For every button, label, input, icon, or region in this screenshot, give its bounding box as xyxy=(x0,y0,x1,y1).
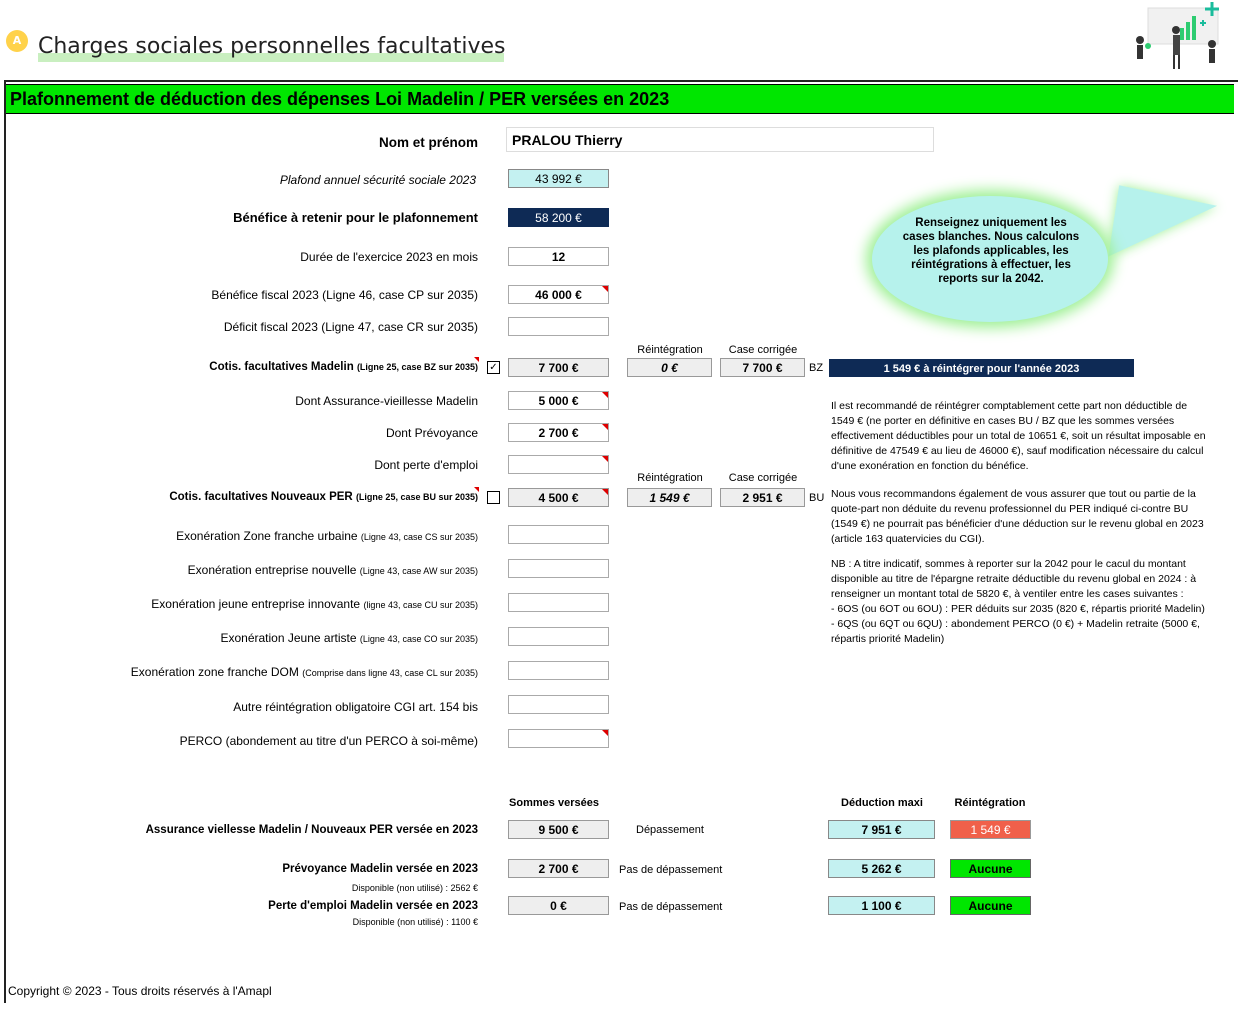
summary-perte-emploi-status: Pas de dépassement xyxy=(619,901,723,913)
summary-prevoyance-value: 2 700 € xyxy=(508,859,609,878)
per-input[interactable]: 4 500 € xyxy=(508,488,609,507)
summary-prevoyance-deduction: 5 262 € xyxy=(828,859,935,878)
amapl-logo: A xyxy=(6,30,28,52)
exo-zfu-input[interactable] xyxy=(508,525,609,544)
summary-perte-emploi-deduction: 1 100 € xyxy=(828,896,935,915)
deficit-fiscal-label: Déficit fiscal 2023 (Ligne 47, case CR sur 2035) xyxy=(223,320,478,334)
copyright: Copyright © 2023 - Tous droits réservés à l'Amapl xyxy=(8,984,272,998)
summary-perte-emploi-reintegration: Aucune xyxy=(950,896,1031,915)
madelin-reintegration: 0 € xyxy=(627,358,712,377)
col-deduction-maxi: Déduction maxi xyxy=(841,797,923,809)
exo-jeune-artiste-label: Exonération Jeune artiste (Ligne 43, case CO sur 2035) xyxy=(220,631,478,645)
col-reintegration: Réintégration xyxy=(954,797,1026,809)
note-2042: NB : A titre indicatif, sommes à reporter sur la 2042 pour le cacul du montant disponible au titre de l'épargne retraite déductible du revenu global en 2024 : à renseigner un montant total de 5820 €, à ventiler entre les cases suivantes : - 6OS (ou 6OT ou 6OU) : PER déduits sur 2035 (820 €, répartis priorité Madelin) - 6QS (ou 6QT ou 6QU) : abondement PERCO (0 €) + Madelin retraite (5000 €, répartis priorité Madelin) xyxy=(831,558,1205,645)
team-illustration-icon xyxy=(1128,0,1228,72)
summary-av-deduction: 7 951 € xyxy=(828,820,935,839)
av-madelin-input[interactable]: 5 000 € xyxy=(508,391,609,410)
reintegration-alert: 1 549 € à réintégrer pour l'année 2023 xyxy=(829,359,1134,377)
av-madelin-label: Dont Assurance-vieillesse Madelin xyxy=(295,394,478,408)
exo-zfu-label: Exonération Zone franche urbaine (Ligne 43, case CS sur 2035) xyxy=(176,529,478,543)
duree-input[interactable]: 12 xyxy=(508,247,609,266)
case-corrigee-caption: Case corrigée xyxy=(728,344,798,356)
autre-reintegration-label: Autre réintégration obligatoire CGI art. 154 bis xyxy=(233,700,478,714)
section-banner xyxy=(6,84,1234,114)
exo-entreprise-nouvelle-label: Exonération entreprise nouvelle (Ligne 43, case AW sur 2035) xyxy=(187,563,478,577)
reintegration-caption: Réintégration xyxy=(637,344,703,356)
summary-perte-emploi-dispo: Disponible (non utilisé) : 1100 € xyxy=(352,917,478,927)
perco-input[interactable] xyxy=(508,729,609,748)
perte-emploi-label: Dont perte d'emploi xyxy=(374,458,478,472)
madelin-input[interactable]: 7 700 € xyxy=(508,358,609,377)
summary-av-reintegration: 1 549 € xyxy=(950,820,1031,839)
note-reintegration: Il est recommandé de réintégrer comptablement cette part non déductible de 1549 € (ne porter en définitive en cases BU / BZ que les sommes versées effectivement déductibles pour un total de 10651 €, soit un résultat imposable en définitive de 47549 € au lieu de 46000 €), sauf modification nécessaire du calcul d'une exonération en fonction du bénéfice. xyxy=(831,400,1206,472)
summary-av-status: Dépassement xyxy=(636,824,704,836)
reintegration-caption-per: Réintégration xyxy=(637,472,703,484)
pass-value: 43 992 € xyxy=(508,169,609,188)
autre-reintegration-input[interactable] xyxy=(508,695,609,714)
exo-jei-input[interactable] xyxy=(508,593,609,612)
benefice-fiscal-input[interactable]: 46 000 € xyxy=(508,285,609,304)
name-input[interactable]: PRALOU Thierry xyxy=(506,127,934,152)
madelin-code: BZ xyxy=(809,362,824,374)
madelin-label: Cotis. facultatives Madelin (Ligne 25, case BZ sur 2035) xyxy=(209,361,478,373)
summary-prevoyance-dispo: Disponible (non utilisé) : 2562 € xyxy=(351,883,478,893)
exo-entreprise-nouvelle-input[interactable] xyxy=(508,559,609,578)
summary-perte-emploi-label: Perte d'emploi Madelin versée en 2023 xyxy=(268,900,478,912)
per-checkbox[interactable] xyxy=(487,491,500,504)
info-bubble-text: Renseignez uniquement les cases blanches. Nous calculons les plafonds applicables, les réintégrations à effectuer, les reports sur la 2042. xyxy=(902,217,1080,285)
summary-perte-emploi-value: 0 € xyxy=(508,896,609,915)
pass-label: Plafond annuel sécurité sociale 2023 xyxy=(279,173,476,187)
note-per-deduction: Nous vous recommandons également de vous assurer que tout ou partie de la quote-part non déduite du revenu professionnel du PER indiqué ci-contre BU (1549 €) ne pourrait pas bénéficier d'une déduction sur le revenu global en 2023 (article 163 quatervicies du CGI). xyxy=(831,488,1204,545)
prevoyance-input[interactable]: 2 700 € xyxy=(508,423,609,442)
summary-av-value: 9 500 € xyxy=(508,820,609,839)
duree-label: Durée de l'exercice 2023 en mois xyxy=(300,250,478,264)
comment-marker xyxy=(474,487,479,492)
col-sommes-versees: Sommes versées xyxy=(509,797,599,809)
madelin-checkbox[interactable]: ✓ xyxy=(487,361,500,374)
comment-marker xyxy=(474,357,479,362)
deficit-fiscal-input[interactable] xyxy=(508,317,609,336)
prevoyance-label: Dont Prévoyance xyxy=(385,426,478,440)
banner-title: Plafonnement de déduction des dépenses Loi Madelin / PER versées en 2023 xyxy=(10,89,670,109)
page-title: Charges sociales personnelles facultatives xyxy=(38,34,506,59)
benefice-retenir-value: 58 200 € xyxy=(508,208,609,227)
per-code: BU xyxy=(809,492,825,504)
summary-prevoyance-label: Prévoyance Madelin versée en 2023 xyxy=(282,863,478,875)
name-label: Nom et prénom xyxy=(378,135,478,150)
benefice-fiscal-label: Bénéfice fiscal 2023 (Ligne 46, case CP sur 2035) xyxy=(211,288,478,302)
case-corrigee-caption-per: Case corrigée xyxy=(728,472,798,484)
summary-prevoyance-status: Pas de dépassement xyxy=(619,864,723,876)
summary-prevoyance-reintegration: Aucune xyxy=(950,859,1031,878)
benefice-retenir-label: Bénéfice à retenir pour le plafonnement xyxy=(233,210,478,225)
summary-av-label: Assurance viellesse Madelin / Nouveaux PER versée en 2023 xyxy=(145,824,478,836)
madelin-case-corrigee: 7 700 € xyxy=(720,358,805,377)
exo-jeune-artiste-input[interactable] xyxy=(508,627,609,646)
exo-zf-dom-label: Exonération zone franche DOM (Comprise dans ligne 43, case CL sur 2035) xyxy=(130,665,478,679)
perco-label: PERCO (abondement au titre d'un PERCO à soi-même) xyxy=(179,734,478,748)
per-case-corrigee: 2 951 € xyxy=(720,488,805,507)
per-reintegration: 1 549 € xyxy=(627,488,712,507)
perte-emploi-input[interactable] xyxy=(508,455,609,474)
per-label: Cotis. facultatives Nouveaux PER (Ligne 25, case BU sur 2035) xyxy=(169,491,478,503)
exo-zf-dom-input[interactable] xyxy=(508,661,609,680)
exo-jei-label: Exonération jeune entreprise innovante (ligne 43, case CU sur 2035) xyxy=(151,597,478,611)
